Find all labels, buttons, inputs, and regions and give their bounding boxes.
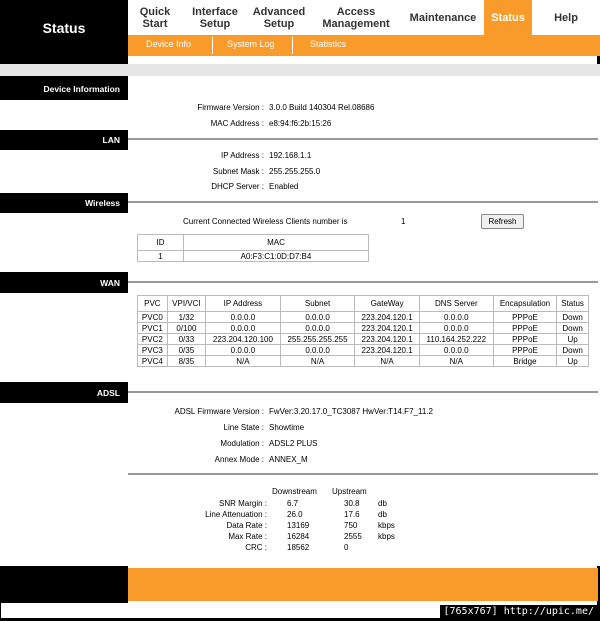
line-state-value: Showtime [269, 423, 305, 432]
section-divider [128, 391, 598, 393]
table-cell: 223.204.120.1 [355, 312, 419, 323]
table-header: IP Address [206, 296, 281, 312]
downstream-header: Downstream [272, 487, 317, 496]
table-cell: Down [557, 345, 589, 356]
separator-strip [0, 64, 600, 76]
table-cell: 0.0.0.0 [419, 323, 493, 334]
nav-maintenance[interactable]: Maintenance [409, 11, 477, 24]
mac-value: e8:94:f6:2b:15:26 [269, 119, 332, 128]
table-cell: 0.0.0.0 [280, 323, 355, 334]
stat-downstream: 6.7 [287, 499, 299, 508]
subnav-system-log[interactable]: System Log [227, 39, 275, 49]
section-divider [128, 138, 598, 140]
table-cell: PVC2 [138, 334, 168, 345]
table-row [138, 345, 589, 356]
table-cell: 110.164.252.222 [419, 334, 493, 345]
table-cell: PVC0 [138, 312, 168, 323]
wireless-heading: Wireless [0, 193, 128, 213]
table-header: DNS Server [419, 296, 493, 312]
table-cell: PPPoE [493, 345, 556, 356]
table-cell: 223.204.120.100 [206, 334, 281, 345]
table-cell: Bridge [493, 356, 556, 367]
table-cell: PVC4 [138, 356, 168, 367]
table-header: ID [138, 235, 184, 251]
table-header: Subnet [280, 296, 355, 312]
table-cell: 0.0.0.0 [280, 345, 355, 356]
table-header: PVC [138, 296, 168, 312]
wireless-clients-table [137, 234, 369, 262]
nav-quick-start[interactable]: Quick Start [139, 5, 171, 30]
table-cell: 255.255.255.255 [280, 334, 355, 345]
section-divider [128, 201, 598, 203]
stat-upstream: 30.8 [344, 499, 360, 508]
stat-downstream: 13169 [287, 521, 310, 530]
adsl-fw-value: FwVer:3.20.17.0_TC3087 HwVer:T14.F7_11.2 [269, 407, 433, 416]
table-cell: Down [557, 312, 589, 323]
firmware-value: 3.0.0 Build 140304 Rel.08686 [269, 103, 375, 112]
stat-downstream: 16284 [287, 532, 310, 541]
stat-unit: db [378, 499, 387, 508]
nav-status[interactable]: Status [484, 0, 532, 35]
table-cell: 1/32 [167, 312, 205, 323]
table-cell: Up [557, 334, 589, 345]
table-cell: N/A [206, 356, 281, 367]
adsl-heading: ADSL [0, 383, 128, 403]
table-cell: PVC3 [138, 345, 168, 356]
left-gap [0, 292, 128, 382]
stat-label: SNR Margin : [218, 499, 267, 508]
wan-heading: WAN [0, 273, 128, 293]
stat-label: Line Attenuation : [205, 510, 267, 519]
table-cell: 223.204.120.1 [355, 323, 419, 334]
watermark-text: [765x767] http://upic.me/ [440, 605, 597, 618]
table-cell: 8/35 [167, 356, 205, 367]
dhcp-value: Enabled [269, 182, 299, 191]
table-cell: N/A [419, 356, 493, 367]
table-cell: 0/100 [167, 323, 205, 334]
stat-upstream: 17.6 [344, 510, 360, 519]
table-cell: N/A [280, 356, 355, 367]
table-row [138, 334, 589, 345]
mac-label: MAC Address : [210, 119, 264, 128]
table-cell: PPPoE [493, 334, 556, 345]
left-gap [0, 210, 128, 272]
table-cell: 0/35 [167, 345, 205, 356]
ip-label: IP Address : [221, 151, 264, 160]
table-header: Encapsulation [493, 296, 556, 312]
table-cell: 223.204.120.1 [355, 334, 419, 345]
table-header-row [138, 296, 589, 312]
footer-left [0, 568, 128, 601]
stat-unit: db [378, 510, 387, 519]
table-cell: 0.0.0.0 [206, 312, 281, 323]
table-header: Status [557, 296, 589, 312]
nav-interface-setup[interactable]: Interface Setup [192, 5, 238, 30]
refresh-button[interactable]: Refresh [481, 214, 524, 229]
clients-count: 1 [401, 217, 406, 226]
mask-value: 255.255.255.0 [269, 167, 321, 176]
table-row [138, 323, 589, 334]
page-section-title: Status [0, 0, 128, 56]
top-nav [128, 0, 600, 35]
wan-table [137, 295, 589, 367]
stat-label: CRC : [245, 543, 267, 552]
subnav-divider [292, 37, 293, 54]
nav-access-management[interactable]: Access Management [322, 5, 390, 30]
ip-value: 192.168.1.1 [269, 151, 312, 160]
table-cell: 0.0.0.0 [419, 345, 493, 356]
stat-label: Max Rate : [228, 532, 267, 541]
table-cell: N/A [355, 356, 419, 367]
table-cell: 223.204.120.1 [355, 345, 419, 356]
table-header: GateWay [355, 296, 419, 312]
stat-upstream: 750 [344, 521, 358, 530]
annex-value: ANNEX_M [269, 455, 308, 464]
table-cell: PPPoE [493, 312, 556, 323]
lan-heading: LAN [0, 130, 128, 150]
subnav-device-info[interactable]: Device Info [146, 39, 192, 49]
table-cell: 1 [138, 251, 184, 262]
table-cell: PPPoE [493, 323, 556, 334]
nav-help[interactable]: Help [554, 11, 578, 24]
stat-unit: kbps [378, 532, 395, 541]
table-cell: 0.0.0.0 [206, 323, 281, 334]
table-cell: 0.0.0.0 [419, 312, 493, 323]
annex-label: Annex Mode : [214, 455, 264, 464]
line-state-label: Line State : [223, 423, 264, 432]
table-header: VPI/VCI [167, 296, 205, 312]
stat-unit: kbps [378, 521, 395, 530]
table-header: MAC [184, 235, 369, 251]
table-cell: 0/33 [167, 334, 205, 345]
mask-label: Subnet Mask : [212, 167, 264, 176]
stat-upstream: 2555 [344, 532, 362, 541]
stat-upstream: 0 [344, 543, 349, 552]
section-divider [128, 473, 598, 475]
upstream-header: Upstream [332, 487, 367, 496]
section-divider [128, 281, 598, 283]
footer-bar [128, 568, 598, 601]
modulation-label: Modulation : [220, 439, 264, 448]
table-cell: A0:F3:C1:0D:D7:B4 [184, 251, 369, 262]
table-cell: Up [557, 356, 589, 367]
table-cell: 0.0.0.0 [206, 345, 281, 356]
table-row [138, 356, 589, 367]
subnav-divider [212, 37, 213, 54]
table-row [138, 312, 589, 323]
modulation-value: ADSL2 PLUS [269, 439, 318, 448]
table-row [138, 251, 369, 262]
table-cell: PVC1 [138, 323, 168, 334]
nav-advanced-setup[interactable]: Advanced Setup [252, 5, 306, 30]
dhcp-label: DHCP Server : [211, 182, 264, 191]
table-cell: 0.0.0.0 [280, 312, 355, 323]
subnav-statistics[interactable]: Statistics [310, 39, 347, 49]
stat-downstream: 26.0 [287, 510, 303, 519]
sub-nav [128, 35, 600, 56]
stat-label: Data Rate : [226, 521, 267, 530]
firmware-label: Firmware Version : [197, 103, 264, 112]
device-info-heading: Device Information [0, 79, 128, 99]
stat-downstream: 18562 [287, 543, 310, 552]
adsl-fw-label: ADSL Firmware Version : [174, 407, 264, 416]
clients-label: Current Connected Wireless Clients number is [183, 217, 348, 226]
table-cell: Down [557, 323, 589, 334]
